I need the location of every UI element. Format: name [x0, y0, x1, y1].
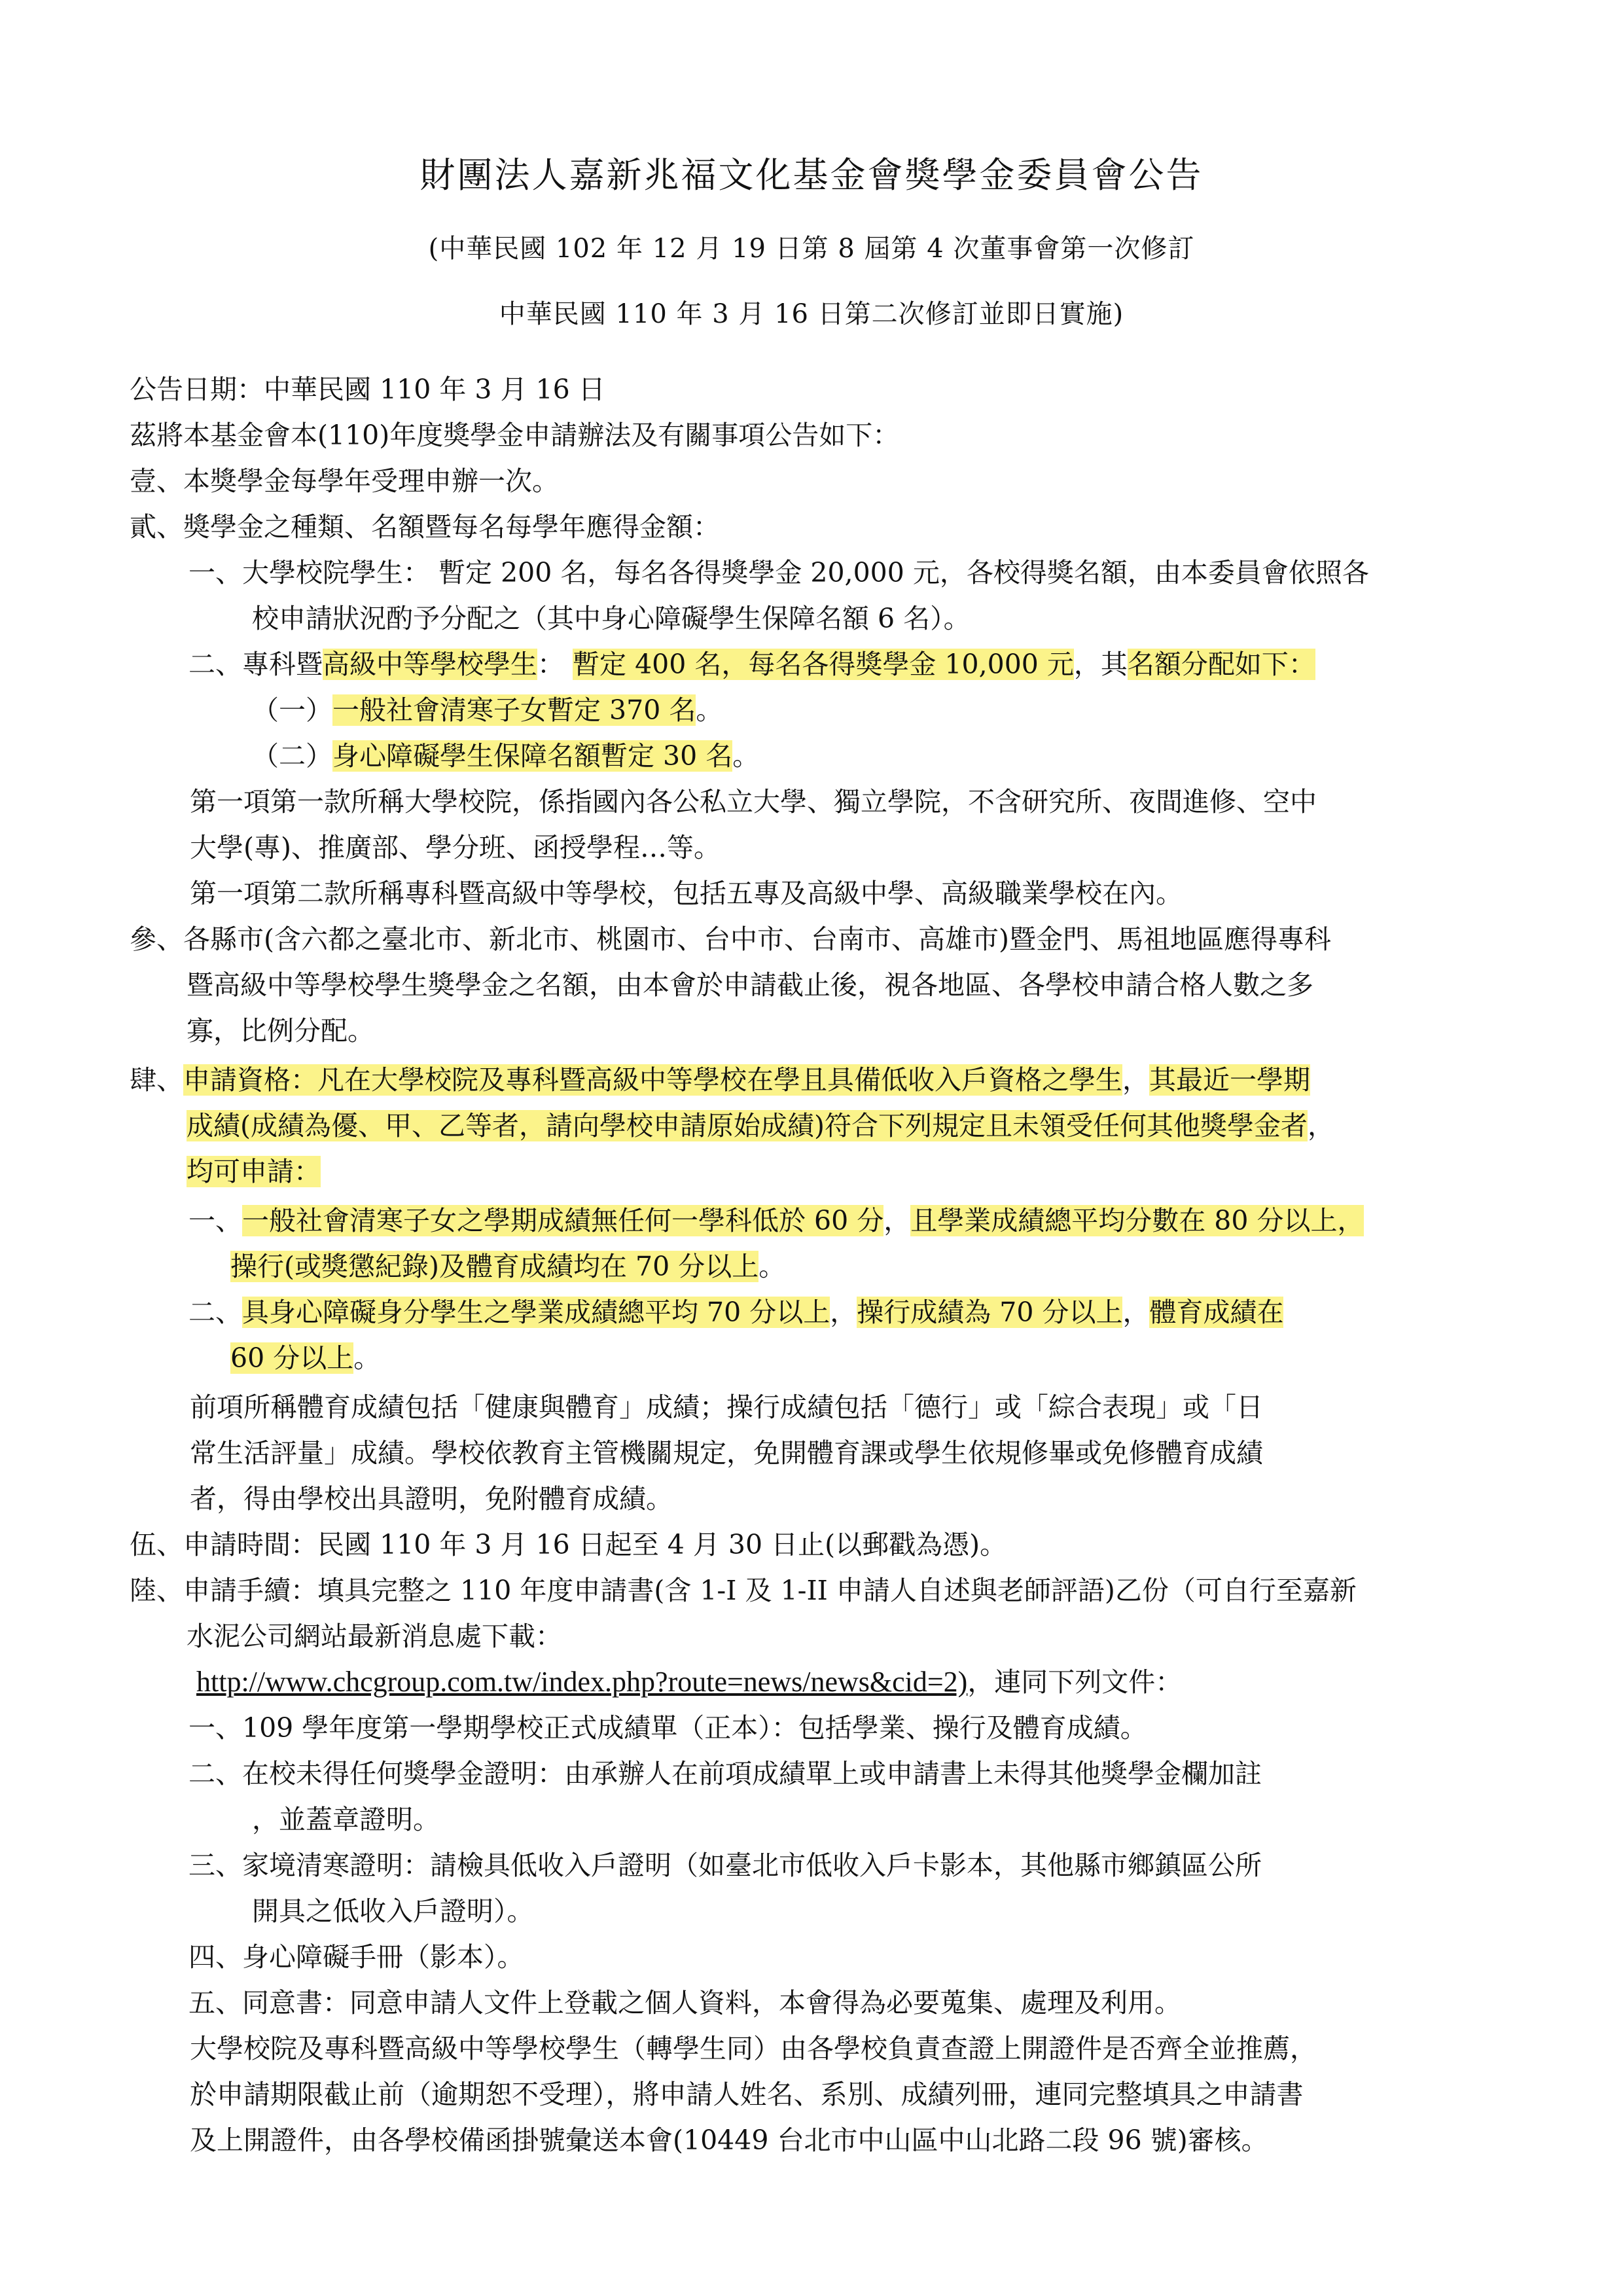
highlighted-text: 高級中等學校學生 — [323, 649, 537, 680]
note-3-line-3: 者，得由學校出具證明，免附體育成績。 — [190, 1483, 673, 1515]
text-segment: 。 — [353, 1342, 381, 1374]
subtitle-line-1: (中華民國 102 年 12 月 19 日第 8 屆第 4 次董事會第一次修訂 — [428, 234, 1195, 264]
text-segment: 二、專科暨 — [188, 649, 323, 680]
section-3-line-2: 暨高級中等學校學生獎學金之名額，由本會於申請截止後，視各地區、各學校申請合格人數之多 — [187, 969, 1313, 1001]
highlighted-text: 其最近一學期 — [1149, 1064, 1310, 1096]
section-6-item-4: 四、身心障礙手冊（影本）。 — [188, 1941, 524, 1973]
section-6-line-2: 水泥公司網站最新消息處下載： — [187, 1621, 562, 1652]
section-2-item-2 — [188, 645, 1315, 684]
page-title: 財團法人嘉新兆福文化基金會獎學金委員會公告 — [419, 154, 1204, 196]
section-4-line-3 — [187, 1152, 321, 1191]
final-paragraph-line-3: 及上開證件，由各學校備函掛號彙送本會(10449 台北市中山區中山北路二段 96 號)審核。 — [190, 2125, 1268, 2156]
section-4-line-2 — [187, 1106, 1334, 1145]
section-6-line-1: 陸、申請手續：填具完整之 110 年度申請書(含 1-I 及 1-II 申請人自述與老師評語)乙份（可自行至嘉新 — [130, 1575, 1357, 1606]
section-6-item-5: 五、同意書：同意申請人文件上登載之個人資料，本會得為必要蒐集、處理及利用。 — [188, 1987, 1181, 2018]
text-segment: 二、 — [188, 1297, 242, 1328]
text-segment: ， — [883, 1205, 911, 1236]
highlighted-text: 名額分配如下： — [1127, 649, 1315, 680]
highlighted-text: 暫定 400 名，每名各得獎學金 10,000 元 — [573, 649, 1074, 680]
subtitle-line-2: 中華民國 110 年 3 月 16 日第二次修訂並即日實施) — [499, 299, 1124, 329]
announce-date: 公告日期：中華民國 110 年 3 月 16 日 — [130, 374, 605, 405]
section-4-item-2-line-1 — [188, 1293, 1283, 1332]
highlighted-text: 均可申請： — [187, 1156, 321, 1187]
download-link[interactable]: http://www.chcgroup.com.tw/index.php?route=news/news&cid=2) — [196, 1666, 968, 1698]
section-4-item-1-line-2 — [230, 1247, 785, 1286]
section-2-item-1-line-1: 一、大學校院學生： 暫定 200 名，每名各得獎學金 20,000 元，各校得獎名額，由本委員會依照各 — [188, 557, 1369, 588]
section-2-heading: 貳、獎學金之種類、名額暨每名每學年應得金額： — [130, 511, 720, 543]
text-segment: ，其 — [1073, 649, 1128, 680]
section-4-item-1-line-1 — [188, 1201, 1364, 1240]
highlighted-text: 且學業成績總平均分數在 80 分以上， — [910, 1205, 1364, 1236]
section-2-item-1-line-2: 校申請狀況酌予分配之（其中身心障礙學生保障名額 6 名）。 — [252, 603, 971, 634]
section-6-url-line — [196, 1662, 1182, 1702]
intro-text: 茲將本基金會本(110)年度獎學金申請辦法及有關事項公告如下： — [130, 420, 900, 451]
note-3-line-1: 前項所稱體育成績包括「健康與體育」成績；操行成績包括「德行」或「綜合表現」或「日 — [190, 1391, 1263, 1423]
final-paragraph-line-1: 大學校院及專科暨高級中等學校學生（轉學生同）由各學校負責查證上開證件是否齊全並推薦， — [190, 2033, 1317, 2064]
section-5: 伍、申請時間：民國 110 年 3 月 16 日起至 4 月 30 日止(以郵戳為憑)。 — [130, 1529, 1007, 1560]
note-1-line-2: 大學(專)、推廣部、學分班、函授學程…等。 — [190, 832, 721, 863]
section-1: 壹、本獎學金每學年受理申辦一次。 — [130, 465, 559, 497]
text-segment: ， — [830, 1297, 857, 1328]
text-segment: ， — [1122, 1297, 1150, 1328]
section-3-line-3: 寡，比例分配。 — [187, 1015, 374, 1047]
text-segment: 肆、 — [130, 1064, 183, 1096]
text-segment: ，連同下列文件： — [967, 1666, 1183, 1698]
text-segment: 一、 — [188, 1205, 242, 1236]
highlighted-text: 申請資格：凡在大學校院及專科暨高級中等學校在學且具備低收入戶資格之學生 — [183, 1064, 1122, 1096]
text-segment: ， — [1308, 1110, 1334, 1141]
section-2-item-2-sub-1 — [252, 691, 722, 730]
section-6-item-3-line-2: 開具之低收入戶證明）。 — [252, 1895, 534, 1927]
final-paragraph-line-2: 於申請期限截止前（逾期恕不受理），將申請人姓名、系別、成績列冊，連同完整填具之申請書 — [190, 2079, 1304, 2110]
section-4-item-2-line-2 — [230, 1338, 380, 1378]
section-6-item-1: 一、109 學年度第一學期學校正式成績單（正本）：包括學業、操行及體育成績。 — [188, 1712, 1147, 1744]
note-3-line-2: 常生活評量」成績。學校依教育主管機關規定，免開體育課或學生依規修畢或免修體育成績 — [190, 1437, 1263, 1469]
section-6-item-2-line-2: ，並蓋章證明。 — [252, 1804, 440, 1835]
text-segment: 。 — [758, 1251, 786, 1282]
highlighted-text: 操行(或獎懲紀錄)及體育成績均在 70 分以上 — [230, 1251, 759, 1282]
highlighted-text: 一般社會清寒子女暫定 370 名 — [332, 694, 696, 726]
highlighted-text: 一般社會清寒子女之學期成績無任何一學科低於 60 分 — [242, 1205, 884, 1236]
note-2: 第一項第二款所稱專科暨高級中等學校，包括五專及高級中學、高級職業學校在內。 — [190, 878, 1183, 909]
highlighted-text: 操行成績為 70 分以上 — [857, 1297, 1123, 1328]
text-segment: 。 — [696, 694, 723, 726]
text-segment: 。 — [732, 740, 760, 772]
highlighted-text: 成績(成績為優、甲、乙等者，請向學校申請原始成績)符合下列規定且未領受任何其他獎學金者 — [187, 1110, 1308, 1141]
note-1-line-1: 第一項第一款所稱大學校院，係指國內各公私立大學、獨立學院，不含研究所、夜間進修、空中 — [190, 786, 1317, 817]
section-6-item-3-line-1: 三、家境清寒證明：請檢具低收入戶證明（如臺北市低收入戶卡影本，其他縣市鄉鎮區公所 — [188, 1850, 1262, 1881]
text-segment: ， — [1122, 1064, 1149, 1096]
section-4-line-1 — [130, 1060, 1310, 1100]
text-segment: （一） — [252, 694, 332, 726]
section-3-line-1: 參、各縣市(含六都之臺北市、新北市、桃園市、台中市、台南市、高雄市)暨金門、馬祖地區應得專科 — [130, 924, 1331, 955]
highlighted-text: 60 分以上 — [230, 1342, 354, 1374]
highlighted-text: 具身心障礙身分學生之學業成績總平均 70 分以上 — [242, 1297, 830, 1328]
text-segment: ： — [537, 649, 573, 680]
highlighted-text: 身心障礙學生保障名額暫定 30 名 — [332, 740, 733, 772]
section-6-item-2-line-1: 二、在校未得任何獎學金證明：由承辦人在前項成績單上或申請書上未得其他獎學金欄加註 — [188, 1758, 1262, 1789]
section-2-item-2-sub-2 — [252, 736, 759, 776]
highlighted-text: 體育成績在 — [1149, 1297, 1284, 1328]
text-segment: （二） — [252, 740, 332, 772]
